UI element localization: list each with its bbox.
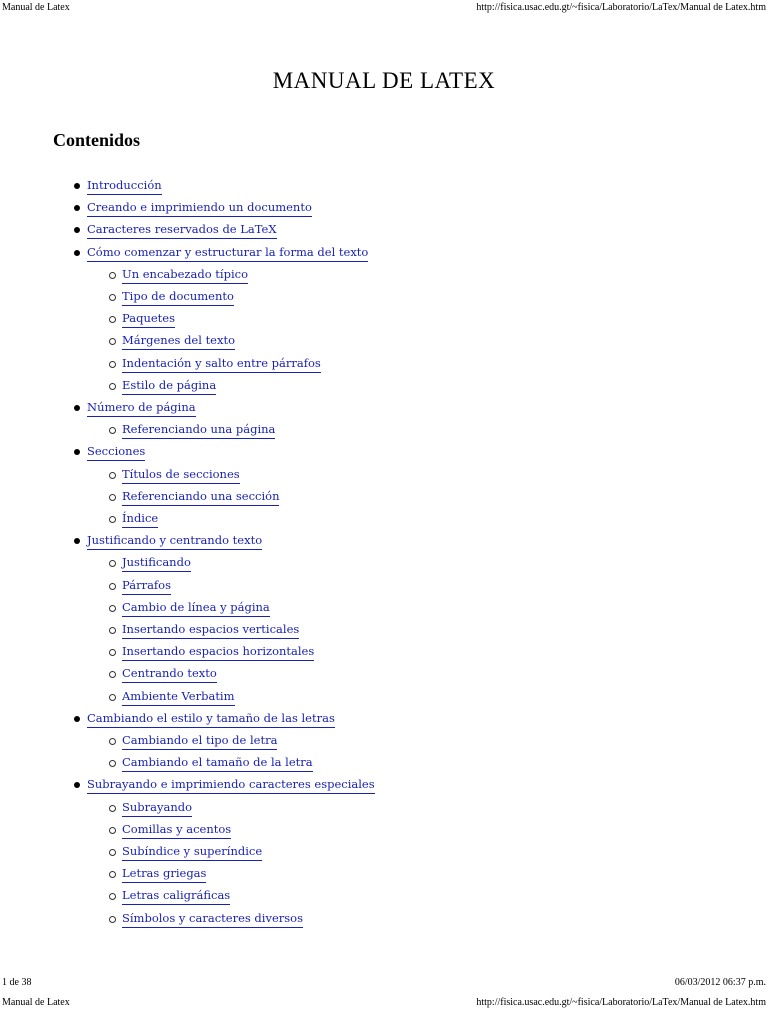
toc-link[interactable]: Subíndice y superíndice: [122, 844, 262, 861]
bullet-disc-icon: [74, 183, 80, 189]
bullet-circle-icon: [109, 427, 116, 434]
toc-link[interactable]: Insertando espacios verticales: [122, 622, 299, 639]
bullet-disc-icon: [74, 538, 80, 544]
header-url: http://fisica.usac.edu.gt/~fisica/Laboratorio/LaTex/Manual de Latex.htm: [476, 2, 766, 13]
bullet-circle-icon: [109, 694, 116, 701]
toc-link[interactable]: Insertando espacios horizontales: [122, 644, 314, 661]
bullet-circle-icon: [109, 272, 116, 279]
footer-url: http://fisica.usac.edu.gt/~fisica/Laboratorio/LaTex/Manual de Latex.htm: [476, 997, 766, 1008]
toc-link[interactable]: Índice: [122, 511, 158, 528]
bullet-circle-icon: [109, 560, 116, 567]
toc-link[interactable]: Cambiando el tipo de letra: [122, 733, 277, 750]
toc-link[interactable]: Centrando texto: [122, 666, 217, 683]
toc-link[interactable]: Número de página: [87, 400, 196, 417]
toc-link[interactable]: Párrafos: [122, 578, 171, 595]
bullet-circle-icon: [109, 361, 116, 368]
bullet-disc-icon: [74, 782, 80, 788]
toc-link[interactable]: Cómo comenzar y estructurar la forma del texto: [87, 245, 368, 262]
bullet-circle-icon: [109, 649, 116, 656]
bullet-circle-icon: [109, 893, 116, 900]
bullet-circle-icon: [109, 671, 116, 678]
bullet-circle-icon: [109, 294, 116, 301]
toc-link[interactable]: Símbolos y caracteres diversos: [122, 911, 303, 928]
toc-link[interactable]: Cambiando el tamaño de la letra: [122, 755, 313, 772]
bullet-circle-icon: [109, 605, 116, 612]
toc-link[interactable]: Caracteres reservados de LaTeX: [87, 222, 277, 239]
bullet-circle-icon: [109, 827, 116, 834]
toc-link[interactable]: Estilo de página: [122, 378, 216, 395]
bullet-disc-icon: [74, 405, 80, 411]
bullet-circle-icon: [109, 472, 116, 479]
bullet-circle-icon: [109, 583, 116, 590]
bullet-circle-icon: [109, 871, 116, 878]
contents-heading: Contenidos: [53, 130, 141, 150]
bullet-circle-icon: [109, 760, 116, 767]
print-header: [0, 2, 768, 16]
toc-link[interactable]: Referenciando una página: [122, 422, 275, 439]
toc-link[interactable]: Justificando: [122, 555, 191, 572]
footer-page-number: 1 de 38: [2, 977, 32, 988]
bullet-circle-icon: [109, 316, 116, 323]
bullet-circle-icon: [109, 849, 116, 856]
toc-link[interactable]: Introducción: [87, 178, 162, 195]
bullet-circle-icon: [109, 805, 116, 812]
bullet-circle-icon: [109, 627, 116, 634]
bullet-circle-icon: [109, 338, 116, 345]
toc-link[interactable]: Indentación y salto entre párrafos: [122, 356, 321, 373]
toc-link[interactable]: Cambio de línea y página: [122, 600, 270, 617]
toc-link[interactable]: Subrayando: [122, 800, 192, 817]
toc-link[interactable]: Paquetes: [122, 311, 175, 328]
footer-page-title: Manual de Latex: [2, 997, 70, 1008]
bullet-disc-icon: [74, 205, 80, 211]
bullet-disc-icon: [74, 250, 80, 256]
page-title: MANUAL DE LATEX: [272, 68, 496, 93]
toc-link[interactable]: Creando e imprimiendo un documento: [87, 200, 312, 217]
toc-link[interactable]: Subrayando e imprimiendo caracteres especiales: [87, 777, 375, 794]
bullet-disc-icon: [74, 449, 80, 455]
header-page-title: Manual de Latex: [2, 2, 70, 13]
toc-link[interactable]: Un encabezado típico: [122, 267, 248, 284]
bullet-circle-icon: [109, 516, 116, 523]
toc-link[interactable]: Títulos de secciones: [122, 467, 240, 484]
toc-link[interactable]: Justificando y centrando texto: [87, 533, 262, 550]
toc-link[interactable]: Tipo de documento: [122, 289, 234, 306]
bullet-disc-icon: [74, 716, 80, 722]
bullet-circle-icon: [109, 494, 116, 501]
bullet-circle-icon: [109, 738, 116, 745]
toc-link[interactable]: Letras griegas: [122, 866, 206, 883]
bullet-circle-icon: [109, 916, 116, 923]
toc-link[interactable]: Letras caligráficas: [122, 888, 230, 905]
toc-link[interactable]: Comillas y acentos: [122, 822, 231, 839]
bullet-disc-icon: [74, 227, 80, 233]
toc-link[interactable]: Ambiente Verbatim: [122, 689, 235, 706]
toc-link[interactable]: Márgenes del texto: [122, 333, 235, 350]
footer-datetime: 06/03/2012 06:37 p.m.: [674, 977, 766, 988]
toc-link[interactable]: Referenciando una sección: [122, 489, 279, 506]
bullet-circle-icon: [109, 383, 116, 390]
print-footer-next-header: [0, 997, 768, 1011]
toc-link[interactable]: Secciones: [87, 444, 145, 461]
toc-link[interactable]: Cambiando el estilo y tamaño de las letras: [87, 711, 335, 728]
print-footer: [0, 977, 768, 991]
